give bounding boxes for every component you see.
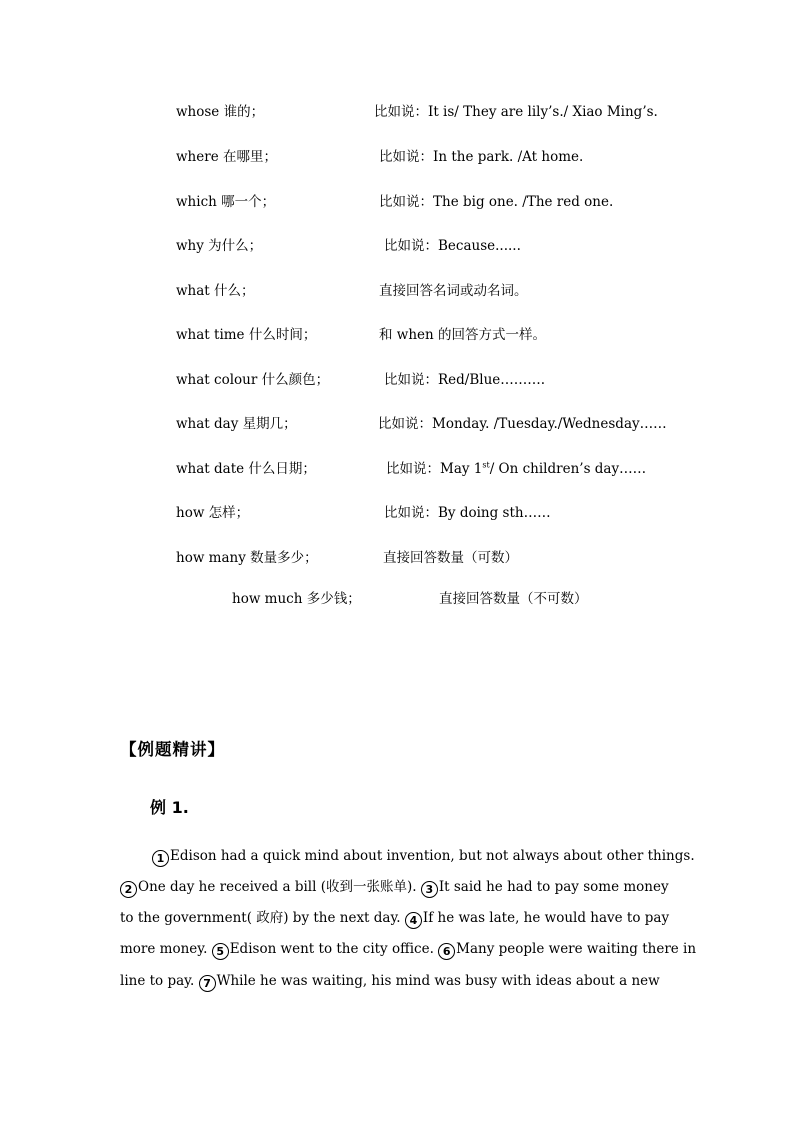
word-term: what colour 什么颜色； [176,372,330,388]
word-answer: 比如说：Monday. /Tuesday./Wednesday…… [378,416,667,432]
word-answer: 直接回答数量（不可数） [439,591,588,607]
word-answer-pre: 比如说：May 1 [386,461,483,477]
word-answer: 比如说：The big one. /The red one. [379,194,614,210]
passage-text: While he was waiting, his mind was busy with ideas about a new [216,973,660,989]
word-answer: 直接回答名词或动名词。 [379,283,528,299]
passage-text: Many people were waiting there in [456,941,697,957]
word-row [176,103,264,121]
word-term: how much 多少钱； [232,591,361,607]
word-answer: 比如说：It is/ They are lily’s./ Xiao Ming’s. [374,104,658,120]
passage-text: line to pay. [120,973,199,989]
word-term: which 哪一个； [176,194,276,210]
word-term: why 为什么； [176,238,263,254]
sentence-number-badge: 2 [120,881,137,898]
sentence-number-badge: 1 [152,850,169,867]
word-term: what date 什么日期； [176,461,316,477]
passage-line [120,972,668,992]
passage-text: to the government( 政府) by the next day. [120,910,405,926]
word-term: what day 星期几； [176,416,297,432]
word-answer: 和 when 的回答方式一样。 [379,327,547,343]
word-answer: 比如说：In the park. /At home. [379,149,584,165]
section-heading: 【例题精讲】 [120,740,225,759]
word-answer-sup: st [482,460,490,470]
sentence-number-badge: 3 [421,881,438,898]
word-answer-post: / On children’s day…… [489,461,647,477]
word-answer [386,460,646,478]
passage-line [120,878,668,898]
sentence-number-badge: 7 [199,975,216,992]
example-label: 例 1. [150,798,189,817]
passage-text: It said he had to pay some money [438,879,669,895]
word-term: what 什么； [176,283,255,299]
word-term: how many 数量多少； [176,550,318,566]
word-term: where 在哪里； [176,149,277,165]
passage-text: Edison went to the city office. [229,941,439,957]
passage-text: Edison had a quick mind about invention, but not always about other things. [170,848,695,864]
passage-text: If he was late, he would have to pay [422,910,670,926]
passage-text: One day he received a bill (收到一张账单). [138,879,421,895]
word-answer: 比如说：Because...... [384,238,521,254]
word-term: what time 什么时间； [176,327,317,343]
passage-text: more money. [120,941,212,957]
word-answer: 比如说：By doing sth…… [384,505,551,521]
word-answer: 直接回答数量（可数） [383,550,518,566]
word-term: how 怎样； [176,505,250,521]
sentence-number-badge: 6 [438,943,455,960]
passage-line [120,940,697,960]
passage-line [120,909,668,929]
sentence-number-badge: 5 [212,943,229,960]
passage-line [120,847,700,867]
sentence-number-badge: 4 [405,912,422,929]
word-answer: 比如说：Red/Blue………. [384,372,546,388]
word-term: whose 谁的； [176,104,265,120]
